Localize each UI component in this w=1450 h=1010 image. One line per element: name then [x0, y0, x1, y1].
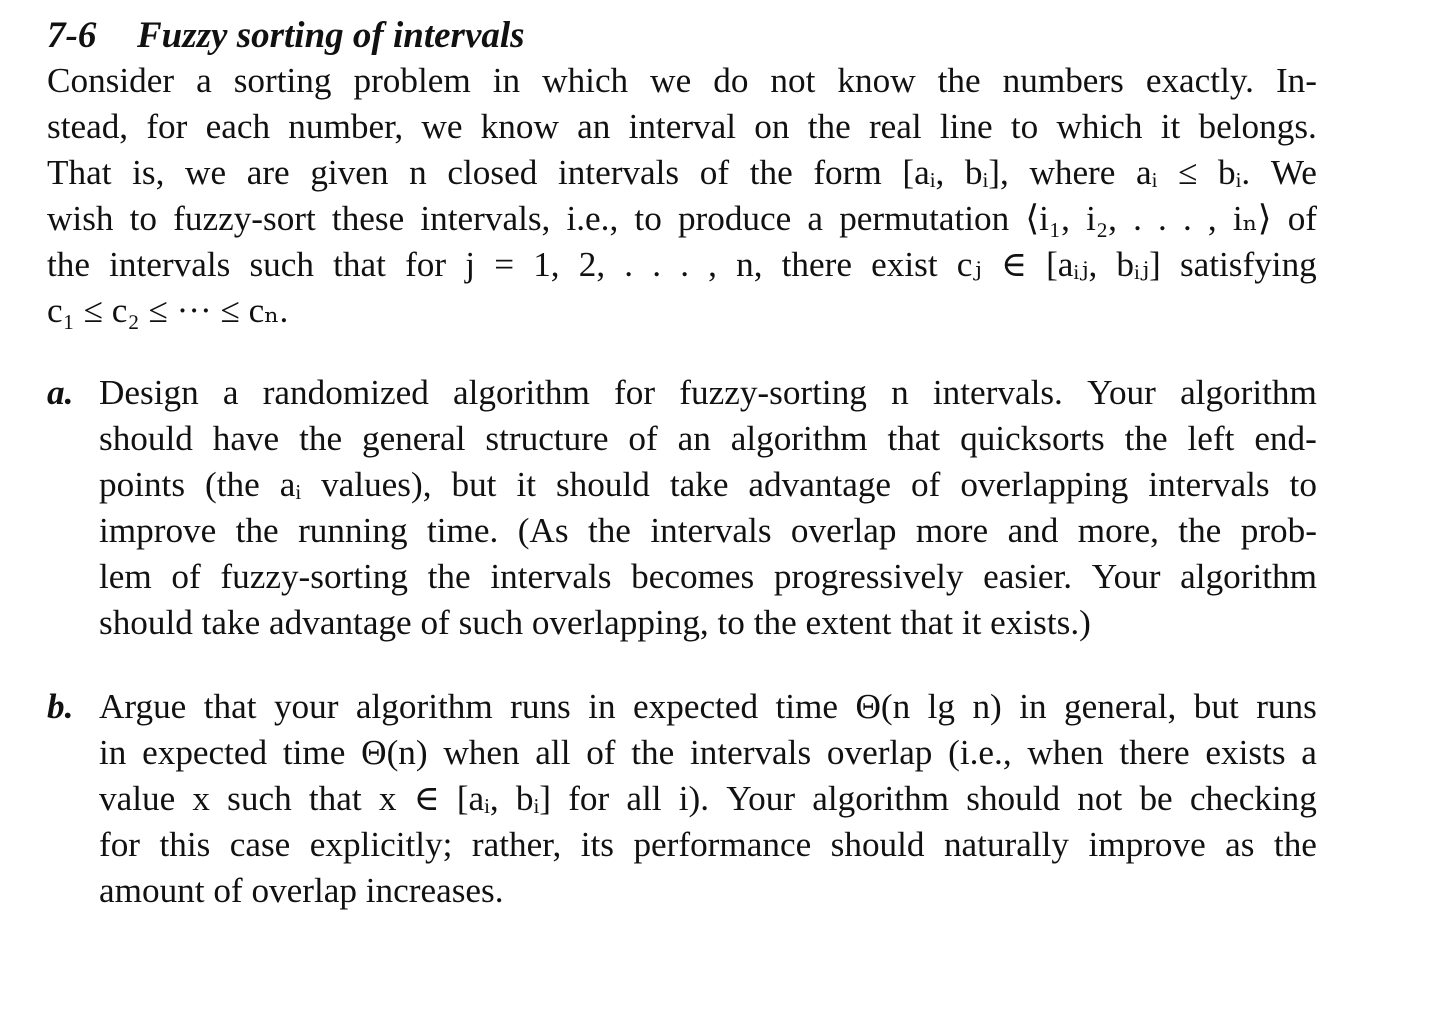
word: .	[1182, 199, 1192, 238]
word: ≤	[1178, 153, 1198, 192]
word: lg	[927, 687, 956, 726]
word: aᵢ	[279, 465, 302, 504]
word: [aᵢⱼ,	[1046, 245, 1098, 284]
word: there	[1119, 733, 1190, 772]
word: .	[1158, 199, 1167, 238]
word: each	[205, 107, 271, 146]
word: that	[203, 687, 257, 726]
word: cⱼ	[956, 245, 982, 284]
word: checking	[1189, 779, 1317, 818]
word: such	[227, 779, 292, 818]
word: line	[939, 107, 993, 146]
word: bᵢⱼ]	[1116, 245, 1161, 284]
word: we	[421, 107, 463, 146]
word: expected	[142, 733, 268, 772]
word: Your	[1087, 373, 1156, 412]
word: the	[299, 419, 343, 458]
word: intervals	[557, 153, 680, 192]
word: ∈	[1000, 245, 1027, 284]
word: x	[192, 779, 210, 818]
word: when	[443, 733, 520, 772]
word: given	[310, 153, 389, 192]
part-a-line	[99, 416, 1317, 462]
word: that	[308, 779, 362, 818]
word: (the	[205, 465, 260, 504]
word: quicksorts	[960, 419, 1105, 458]
word: overlapping	[960, 465, 1129, 504]
word: of	[628, 419, 658, 458]
word: stead,	[47, 107, 129, 146]
word: for	[99, 825, 141, 864]
word: structure	[485, 419, 609, 458]
word: [aᵢ,	[456, 779, 499, 818]
word: the	[1124, 419, 1168, 458]
problem-number: 7-6	[47, 15, 97, 56]
word: bᵢ],	[964, 153, 1009, 192]
word: closed	[447, 153, 538, 192]
word: randomized	[262, 373, 429, 412]
word: satisfying	[1179, 245, 1317, 284]
word: easier.	[983, 557, 1073, 596]
word: case	[229, 825, 291, 864]
word: its	[580, 825, 614, 864]
word: running	[298, 511, 408, 550]
word: exists	[1205, 733, 1286, 772]
intro-line	[47, 196, 1317, 242]
word: when	[1027, 733, 1104, 772]
word: explicitly;	[309, 825, 453, 864]
word: we	[650, 61, 692, 100]
problem-title: Fuzzy sorting of intervals	[137, 15, 525, 56]
word: aᵢ	[1136, 153, 1158, 192]
word: rather,	[471, 825, 562, 864]
word: ,	[708, 245, 717, 284]
word: to	[1289, 465, 1317, 504]
word: ⟨i₁,	[1025, 199, 1070, 238]
line-text: c₁ ≤ c₂ ≤ ··· ≤ cₙ.	[47, 291, 289, 330]
word: i).	[678, 779, 710, 818]
word: the	[427, 557, 471, 596]
word: progressively	[773, 557, 964, 596]
word: fuzzy-sorting	[220, 557, 408, 596]
word: overlap	[826, 733, 933, 772]
word: not	[1077, 779, 1123, 818]
word: .	[624, 245, 634, 284]
word: x	[378, 779, 397, 818]
word: .	[652, 245, 662, 284]
word: n	[409, 153, 427, 192]
word: of	[1287, 199, 1317, 238]
word: not	[770, 61, 816, 100]
word: for	[614, 373, 656, 412]
word: the	[47, 245, 90, 284]
word: of	[586, 733, 616, 772]
word: permutation	[839, 199, 1010, 238]
word: runs	[1256, 687, 1317, 726]
line-text: should take advantage of such overlapping, to the extent that it exists.)	[99, 603, 1091, 642]
word: wish	[47, 199, 114, 238]
word: Θ(n	[855, 687, 911, 726]
word: but	[451, 465, 497, 504]
word: that	[887, 419, 941, 458]
word: it	[1160, 107, 1181, 146]
part-b-line	[99, 868, 1317, 914]
word: exactly.	[1145, 61, 1254, 100]
part-a-line	[99, 370, 1317, 416]
word: should	[555, 465, 650, 504]
word: n,	[736, 245, 763, 284]
intro-line	[47, 242, 1317, 288]
word: as	[1225, 825, 1255, 864]
word: such	[249, 245, 314, 284]
word: expected	[633, 687, 759, 726]
word: intervals,	[420, 199, 551, 238]
word: Θ(n)	[361, 733, 428, 772]
word: i.e.,	[566, 199, 619, 238]
word: fuzzy-sort	[173, 199, 316, 238]
word: i₂,	[1086, 199, 1117, 238]
word: Your	[726, 779, 796, 818]
word: in	[99, 733, 127, 772]
word: .	[680, 245, 689, 284]
word: there	[781, 245, 852, 284]
word: the	[1178, 511, 1222, 550]
word: improve	[99, 511, 217, 550]
word: in	[1019, 687, 1047, 726]
word: We	[1270, 153, 1317, 192]
word: the	[807, 107, 851, 146]
word: sorting	[233, 61, 332, 100]
word: improve	[1088, 825, 1206, 864]
word: algorithm	[1180, 557, 1317, 596]
word: naturally	[943, 825, 1070, 864]
word: all	[535, 733, 571, 772]
part-b-line	[99, 684, 1317, 730]
word: number,	[288, 107, 404, 146]
word: the	[587, 511, 631, 550]
word: time	[282, 733, 346, 772]
word: do	[713, 61, 749, 100]
word: general,	[1064, 687, 1177, 726]
word: becomes	[631, 557, 755, 596]
word: the	[1273, 825, 1317, 864]
word: intervals	[1148, 465, 1270, 504]
word: should	[830, 825, 925, 864]
word: algorithm	[812, 779, 950, 818]
word: these	[331, 199, 405, 238]
word: should	[99, 419, 193, 458]
word: time	[775, 687, 839, 726]
word: Design	[99, 373, 199, 412]
word: =	[494, 245, 515, 284]
word: to	[129, 199, 157, 238]
word: to	[1010, 107, 1039, 146]
word: algorithm	[355, 687, 493, 726]
word: of	[699, 153, 730, 192]
word: intervals	[109, 245, 231, 284]
word: overlap	[790, 511, 897, 550]
word: bᵢ.	[1218, 153, 1251, 192]
word: of	[911, 465, 941, 504]
word: where	[1029, 153, 1116, 192]
word: [aᵢ,	[902, 153, 945, 192]
word: in	[492, 61, 521, 100]
word: the	[937, 61, 981, 100]
word: (As	[517, 511, 569, 550]
word: this	[159, 825, 211, 864]
word: form	[813, 153, 882, 192]
word: which	[1056, 107, 1143, 146]
word: runs	[510, 687, 571, 726]
word: the	[631, 733, 675, 772]
word: general	[361, 419, 466, 458]
word: bᵢ]	[515, 779, 551, 818]
word: interval	[628, 107, 737, 146]
word: n)	[972, 687, 1002, 726]
word: intervals	[490, 557, 612, 596]
word: time.	[426, 511, 499, 550]
word: a	[807, 199, 824, 238]
word: n	[891, 373, 909, 412]
word: more,	[1077, 511, 1159, 550]
word: Your	[1091, 557, 1161, 596]
word: that	[333, 245, 386, 284]
part-a-line	[99, 508, 1317, 554]
word: problem	[353, 61, 471, 100]
part-b-line	[99, 776, 1317, 822]
word: j	[465, 245, 476, 284]
line-text: amount of overlap increases.	[99, 871, 504, 910]
part-b-label: b.	[47, 687, 74, 726]
word: are	[246, 153, 290, 192]
word: 1,	[533, 245, 560, 284]
word: algorithm	[730, 419, 868, 458]
word: your	[273, 687, 339, 726]
word: lem	[99, 557, 152, 596]
intro-line	[47, 150, 1317, 196]
word: real	[868, 107, 922, 146]
word: is,	[132, 153, 165, 192]
word: left	[1187, 419, 1235, 458]
word: points	[99, 465, 186, 504]
word: an	[677, 419, 711, 458]
word: ∈	[413, 779, 440, 818]
word: exist	[871, 245, 938, 284]
word: but	[1193, 687, 1239, 726]
word: an	[577, 107, 611, 146]
word: intervals	[689, 733, 812, 772]
part-b-line	[99, 822, 1317, 868]
word: should	[966, 779, 1061, 818]
word: for	[146, 107, 188, 146]
word: prob-	[1240, 511, 1317, 550]
word: which	[542, 61, 629, 100]
intro-line	[47, 58, 1317, 104]
part-a-line	[99, 462, 1317, 508]
word: have	[212, 419, 280, 458]
word: algorithm	[453, 373, 590, 412]
word: 2,	[578, 245, 606, 284]
word: fuzzy-sorting	[679, 373, 867, 412]
word: In-	[1275, 61, 1317, 100]
word: know	[480, 107, 559, 146]
word: to	[634, 199, 662, 238]
word: know	[837, 61, 916, 100]
word: iₙ⟩	[1232, 199, 1272, 238]
word: advantage	[748, 465, 892, 504]
part-b-line	[99, 730, 1317, 776]
word: a	[222, 373, 239, 412]
word: algorithm	[1180, 373, 1317, 412]
word: in	[588, 687, 616, 726]
word: intervals	[650, 511, 772, 550]
word: .	[1133, 199, 1142, 238]
word: values),	[321, 465, 432, 504]
word: on	[754, 107, 790, 146]
part-a-line	[99, 554, 1317, 600]
problem-heading	[47, 8, 525, 64]
intro-line	[47, 288, 1317, 334]
word: take	[669, 465, 729, 504]
word: more	[915, 511, 989, 550]
word: Argue	[99, 687, 187, 726]
word: it	[516, 465, 536, 504]
word: the	[235, 511, 279, 550]
word: (i.e.,	[948, 733, 1012, 772]
word: a	[1301, 733, 1317, 772]
part-a-label: a.	[47, 373, 74, 412]
word: and	[1007, 511, 1059, 550]
word: belongs.	[1198, 107, 1317, 146]
intro-line	[47, 104, 1317, 150]
word: of	[171, 557, 201, 596]
word: be	[1139, 779, 1173, 818]
word: intervals.	[932, 373, 1063, 412]
word: Consider	[47, 61, 175, 100]
word: numbers	[1002, 61, 1124, 100]
word: ,	[1207, 199, 1217, 238]
word: performance	[633, 825, 812, 864]
word: That	[47, 153, 112, 192]
part-a-line	[99, 600, 1317, 646]
word: end-	[1254, 419, 1317, 458]
word: for	[568, 779, 610, 818]
word: value	[99, 779, 176, 818]
word: produce	[677, 199, 792, 238]
word: a	[196, 61, 212, 100]
word: for	[405, 245, 447, 284]
word: the	[749, 153, 793, 192]
word: we	[185, 153, 227, 192]
word: all	[626, 779, 662, 818]
